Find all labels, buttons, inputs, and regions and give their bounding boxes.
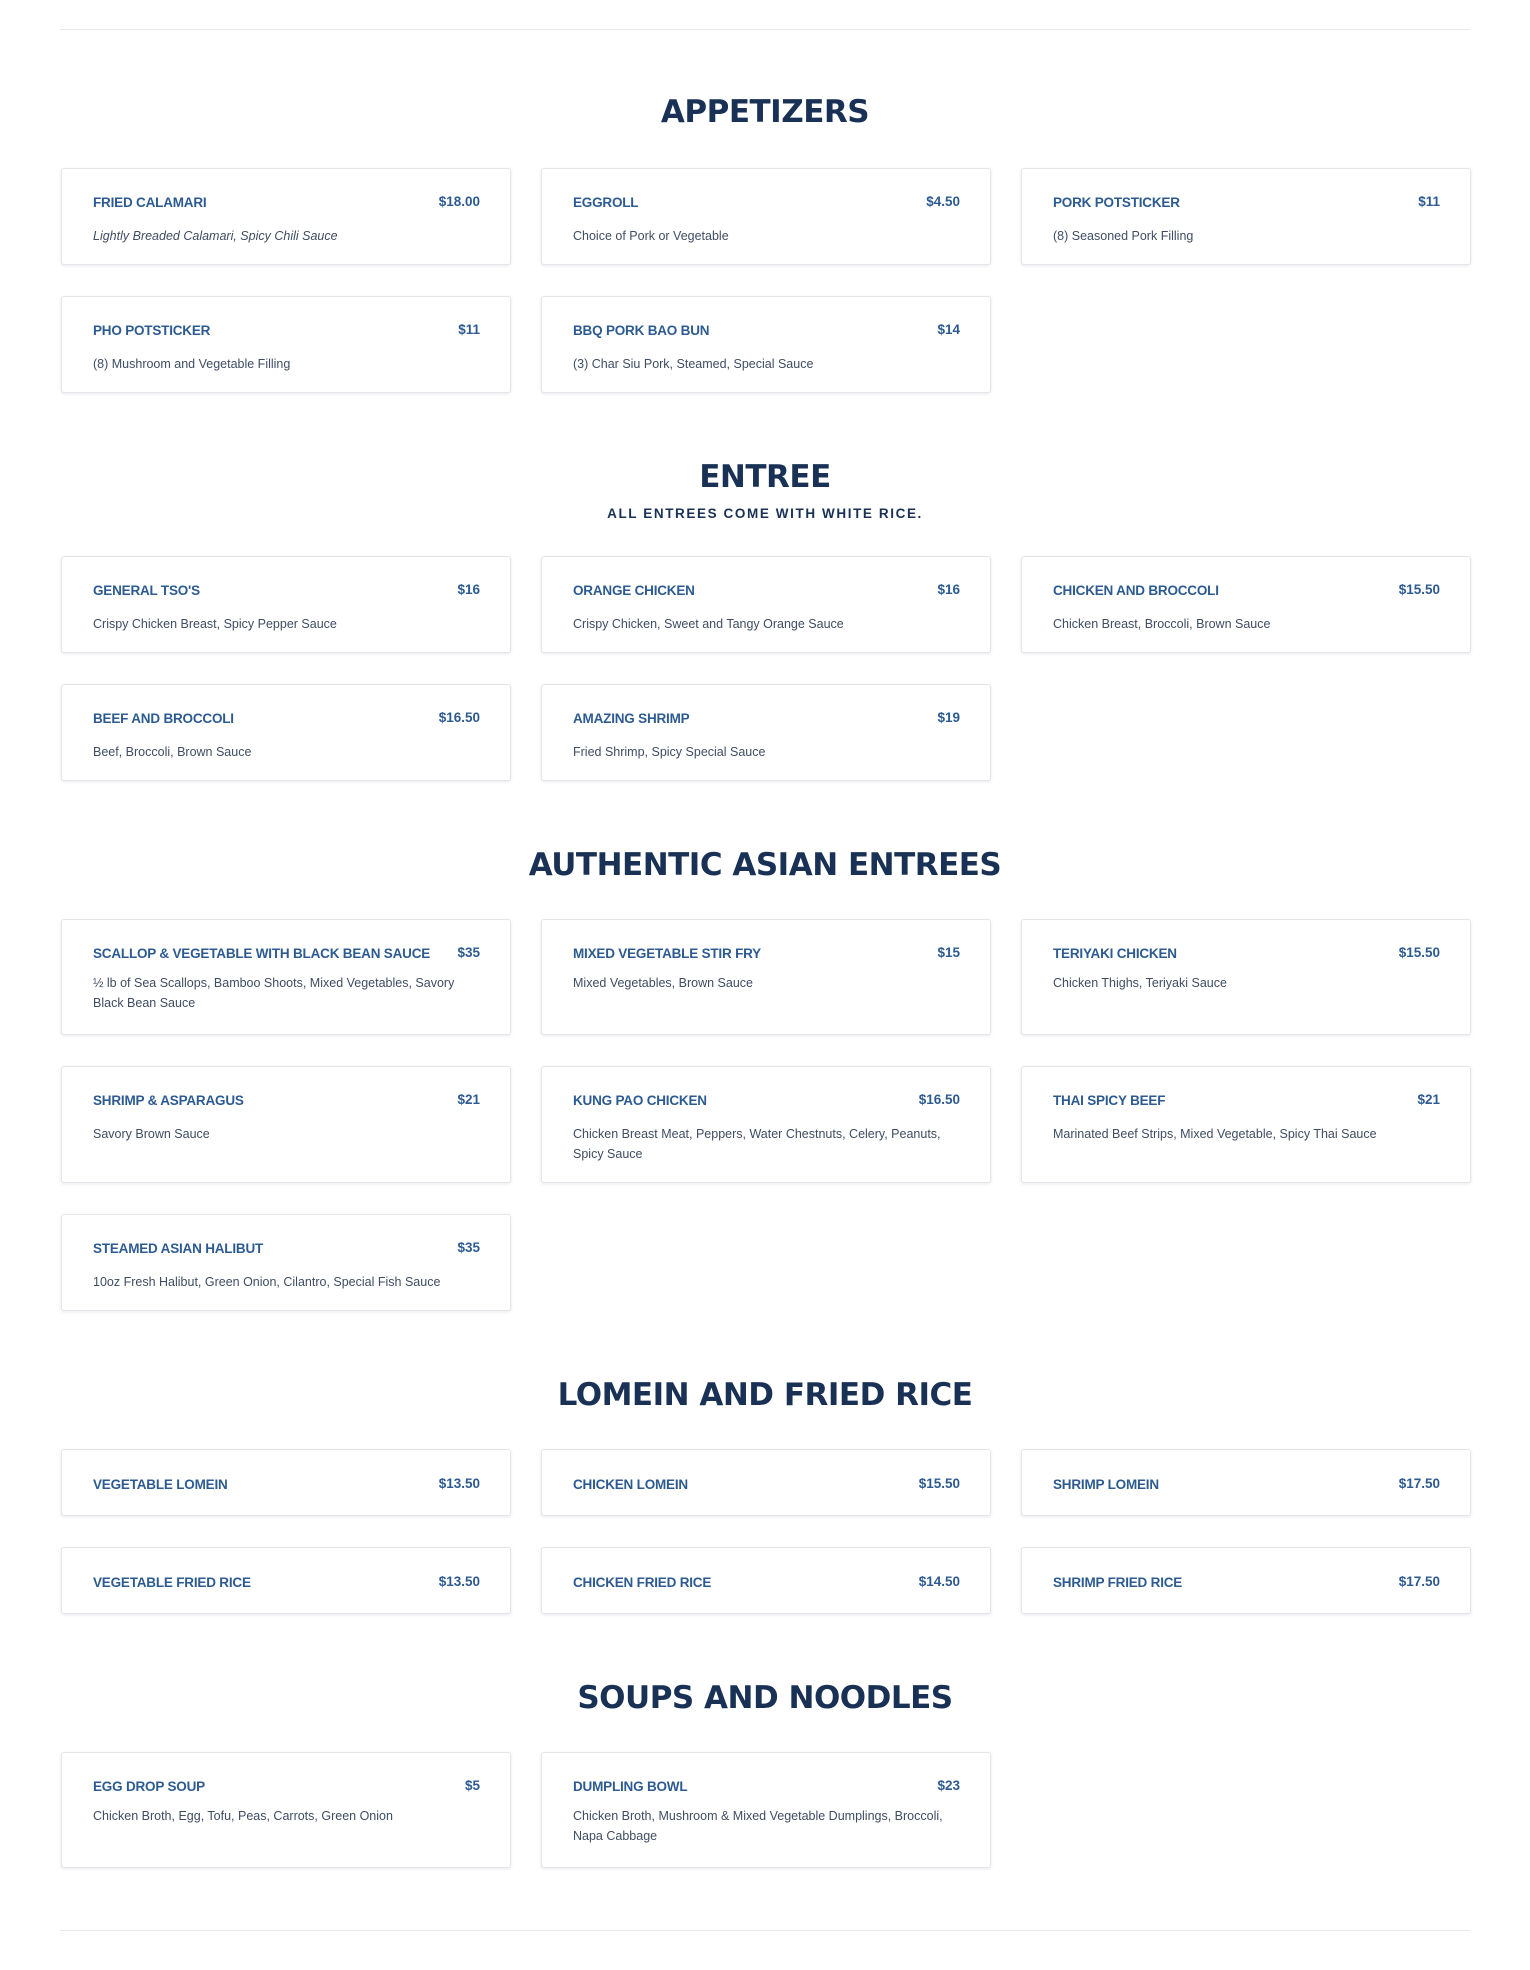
menu-item-card[interactable] [1021, 1547, 1471, 1614]
item-name: PHO POTSTICKER [93, 323, 211, 338]
item-name: CHICKEN FRIED RICE [573, 1575, 712, 1590]
item-description: Beef, Broccoli, Brown Sauce [93, 745, 252, 759]
menu-item-card[interactable] [61, 556, 511, 653]
item-price: $13.50 [438, 1574, 480, 1589]
item-price: $17.50 [1398, 1574, 1440, 1589]
menu-item-card[interactable] [541, 919, 991, 1035]
item-price: $18.00 [438, 194, 480, 209]
item-name: CHICKEN LOMEIN [573, 1477, 688, 1492]
menu-item-card[interactable] [61, 1547, 511, 1614]
menu-item-card[interactable] [61, 296, 511, 393]
item-description: Chicken Breast, Broccoli, Brown Sauce [1053, 617, 1271, 631]
item-description: (3) Char Siu Pork, Steamed, Special Sauce [573, 357, 814, 371]
item-name: CHICKEN AND BROCCOLI [1053, 583, 1219, 598]
item-price: $16 [457, 582, 480, 597]
item-name: VEGETABLE FRIED RICE [93, 1575, 251, 1590]
menu-item-card[interactable] [61, 919, 511, 1035]
item-name: STEAMED ASIAN HALIBUT [93, 1241, 264, 1256]
item-name: ORANGE CHICKEN [573, 583, 695, 598]
menu-item-card[interactable] [541, 168, 991, 265]
item-price: $21 [1417, 1092, 1440, 1107]
item-description: (8) Seasoned Pork Filling [1053, 229, 1194, 243]
item-description: Chicken Breast Meat, Peppers, Water Chestnuts, Celery, Peanuts, Spicy Sauce [573, 1127, 941, 1161]
item-name: EGG DROP SOUP [93, 1779, 205, 1794]
item-description: Crispy Chicken, Sweet and Tangy Orange Sauce [573, 617, 844, 631]
item-name: BEEF AND BROCCOLI [93, 711, 234, 726]
menu-item-card[interactable] [1021, 168, 1471, 265]
item-name: SCALLOP & VEGETABLE WITH BLACK BEAN SAUCE [93, 946, 431, 961]
section-title-soups-and-noodles: SOUPS AND NOODLES [577, 1680, 953, 1716]
item-name: SHRIMP FRIED RICE [1053, 1575, 1183, 1590]
menu-item-card[interactable] [541, 1066, 991, 1183]
item-price: $14 [937, 322, 960, 337]
item-description: Lightly Breaded Calamari, Spicy Chili Sauce [93, 229, 338, 243]
item-name: TERIYAKI CHICKEN [1053, 946, 1177, 961]
item-name: THAI SPICY BEEF [1053, 1093, 1166, 1108]
item-name: BBQ PORK BAO BUN [573, 323, 710, 338]
item-price: $35 [457, 945, 480, 960]
menu-item-card[interactable] [541, 1449, 991, 1516]
item-name: GENERAL TSO'S [93, 583, 200, 598]
item-description: Savory Brown Sauce [93, 1127, 210, 1141]
bottom-divider [60, 1930, 1470, 1931]
item-description: Marinated Beef Strips, Mixed Vegetable, Spicy Thai Sauce [1053, 1127, 1377, 1141]
menu-item-card[interactable] [541, 556, 991, 653]
item-price: $15 [937, 945, 960, 960]
menu-item-card[interactable] [1021, 1449, 1471, 1516]
menu-item-card[interactable] [1021, 919, 1471, 1035]
item-name: MIXED VEGETABLE STIR FRY [573, 946, 761, 961]
menu-item-card[interactable] [61, 1449, 511, 1516]
item-description: 10oz Fresh Halibut, Green Onion, Cilantro, Special Fish Sauce [93, 1275, 441, 1289]
item-name: EGGROLL [573, 195, 639, 210]
section-title-authentic-asian-entrees: AUTHENTIC ASIAN ENTREES [528, 847, 1002, 883]
item-name: SHRIMP LOMEIN [1053, 1477, 1159, 1492]
menu-item-card[interactable] [61, 1752, 511, 1868]
menu-item-card[interactable] [61, 1066, 511, 1183]
item-description: Chicken Broth, Egg, Tofu, Peas, Carrots, Green Onion [93, 1809, 393, 1823]
item-price: $16.50 [918, 1092, 960, 1107]
item-name: AMAZING SHRIMP [573, 711, 690, 726]
item-price: $14.50 [918, 1574, 960, 1589]
item-price: $19 [937, 710, 960, 725]
item-price: $11 [458, 322, 480, 337]
item-description: Mixed Vegetables, Brown Sauce [573, 976, 753, 990]
item-description: Chicken Thighs, Teriyaki Sauce [1053, 976, 1227, 990]
menu-item-card[interactable] [61, 1214, 511, 1311]
menu-item-card[interactable] [541, 1752, 991, 1868]
item-name: DUMPLING BOWL [573, 1779, 688, 1794]
item-name: VEGETABLE LOMEIN [93, 1477, 228, 1492]
item-price: $16 [937, 582, 960, 597]
menu-item-card[interactable] [541, 684, 991, 781]
item-description: Choice of Pork or Vegetable [573, 229, 729, 243]
section-title-appetizers: APPETIZERS [660, 94, 870, 130]
item-description: Chicken Broth, Mushroom & Mixed Vegetable Dumplings, Broccoli, Napa Cabbage [573, 1809, 943, 1843]
menu-item-card[interactable] [541, 296, 991, 393]
item-description: ½ lb of Sea Scallops, Bamboo Shoots, Mixed Vegetables, Savory Black Bean Sauce [93, 976, 455, 1010]
section-title-lomein-and-fried-rice: LOMEIN AND FRIED RICE [557, 1377, 973, 1413]
top-divider [60, 29, 1470, 30]
item-name: FRIED CALAMARI [93, 195, 207, 210]
menu-item-card[interactable] [1021, 1066, 1471, 1183]
menu-item-card[interactable] [61, 168, 511, 265]
item-description: Fried Shrimp, Spicy Special Sauce [573, 745, 766, 759]
item-description: Crispy Chicken Breast, Spicy Pepper Sauce [93, 617, 337, 631]
item-price: $17.50 [1398, 1476, 1440, 1491]
section-subtitle-entree: ALL ENTREES COME WITH WHITE RICE. [607, 506, 923, 521]
menu-item-card[interactable] [61, 684, 511, 781]
item-price: $11 [1418, 194, 1440, 209]
item-price: $21 [457, 1092, 480, 1107]
item-price: $5 [464, 1778, 480, 1793]
item-price: $15.50 [1398, 582, 1440, 597]
item-name: SHRIMP & ASPARAGUS [93, 1093, 244, 1108]
section-title-entree: ENTREE [699, 459, 831, 495]
item-price: $23 [937, 1778, 960, 1793]
item-price: $4.50 [926, 194, 960, 209]
item-description: (8) Mushroom and Vegetable Filling [93, 357, 291, 371]
item-price: $16.50 [438, 710, 480, 725]
item-name: PORK POTSTICKER [1053, 195, 1180, 210]
menu-item-card[interactable] [541, 1547, 991, 1614]
item-price: $15.50 [1398, 945, 1440, 960]
item-price: $15.50 [918, 1476, 960, 1491]
item-price: $35 [457, 1240, 480, 1255]
item-price: $13.50 [438, 1476, 480, 1491]
item-name: KUNG PAO CHICKEN [573, 1093, 707, 1108]
menu-item-card[interactable] [1021, 556, 1471, 653]
